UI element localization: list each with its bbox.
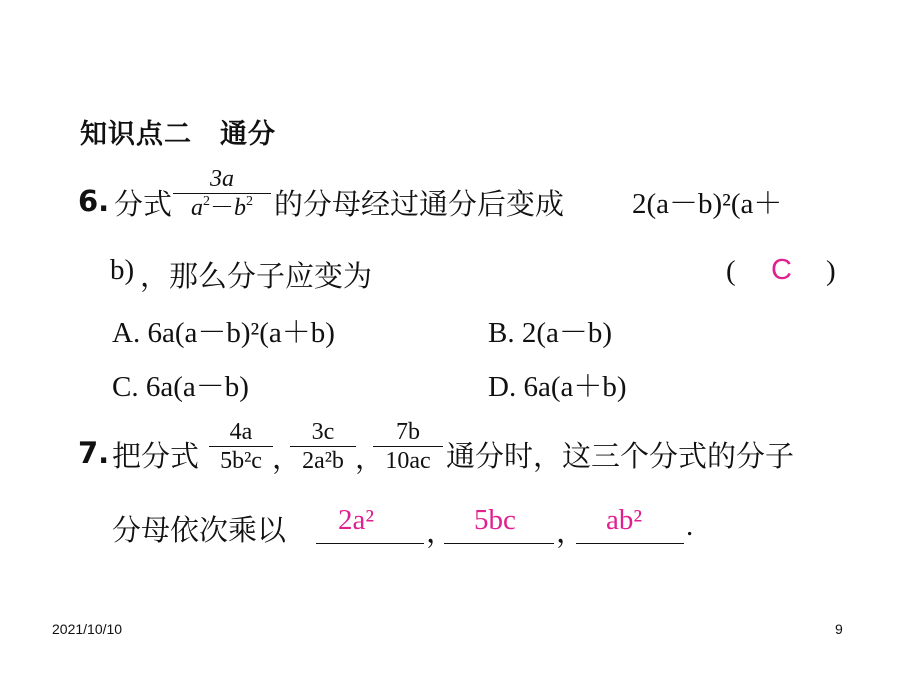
q6-fraction [172,165,272,222]
q7-text1: 通分时，这三个分式的分子 [446,439,795,473]
q7-blank-separator-2: ， [556,515,586,549]
q7-blank-3 [576,543,684,544]
q7-fraction-3 [372,418,444,475]
q7-lead: 把分式 [112,439,200,473]
q6-number: 6. [78,184,110,218]
q7-end-period: . [686,510,694,542]
footer-date: 2021/10/10 [52,621,123,637]
q6-option-b: B. 2(a－b) [488,317,613,349]
q6-fraction-denominator: $a^2-b^2$ [191,194,253,221]
q6-paren-close: ) [826,255,836,287]
q6-text1: 的分母经过通分后变成 [274,187,565,221]
q7-text2: 分母依次乘以 [112,513,287,547]
q6-option-d: D. 6a(a＋b) [488,371,627,403]
q6-text2: ，那么分子应变为 [140,259,373,293]
q6-option-c: C. 6a(a－b) [112,371,249,403]
q7-number: 7. [78,436,110,470]
q6-paren-open: ( [726,255,736,287]
q7-blank-2 [444,543,554,544]
q7-separator-2: ， [355,441,385,475]
q6-lead: 分式 [114,187,173,221]
q7-fraction-3-numerator: 7b [396,419,420,445]
q7-separator-1: ， [272,441,302,475]
q7-fraction-2-denominator: 2a²b [302,448,344,474]
q7-fraction-1-denominator: 5b²c [220,448,262,474]
q6-expr2: b) [110,254,135,286]
page-number: 9 [835,621,843,637]
q6-option-a: A. 6a(a－b)²(a＋b) [112,317,335,349]
q7-answer-1: 2a² [338,504,375,536]
section-title: 知识点二 通分 [80,119,276,150]
q7-fraction-2 [289,418,357,475]
q7-fraction-1-numerator: 4a [229,419,253,445]
q7-blank-1 [316,543,424,544]
q6-answer: C [771,254,792,286]
q6-fraction-numerator: 3a [210,166,234,192]
q7-answer-3: ab² [606,504,643,536]
q7-blank-separator-1: ， [426,515,456,549]
q6-expr1: 2(a－b)²(a＋ [632,188,783,220]
q7-fraction-2-numerator: 3c [311,419,335,445]
q7-fraction-1 [208,418,274,475]
q7-fraction-3-denominator: 10ac [385,448,431,474]
q7-answer-2: 5bc [474,504,516,536]
